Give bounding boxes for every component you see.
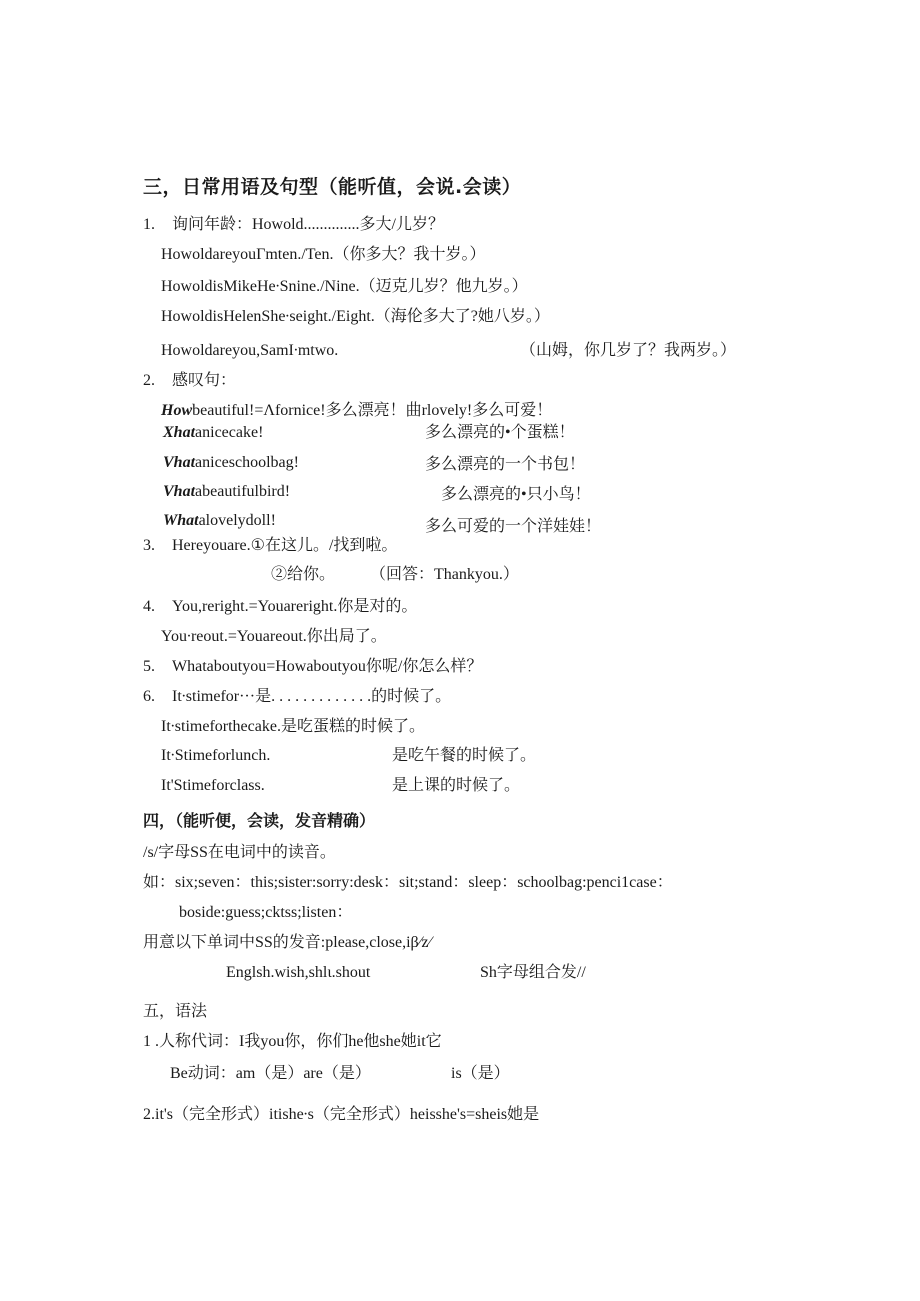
exclamation-english: aniceschoolbag!	[195, 454, 299, 471]
item3-line-2a: ②给你。	[271, 566, 336, 583]
item6-row-1-translation: 是吃午餐的时候了。	[392, 747, 537, 764]
item5-line-1: Whataboutyou=Howaboutyou你呢/你怎么样？	[172, 658, 483, 675]
exclamation-lead: Vhat	[163, 454, 196, 471]
section4-line-3: boside:guess;cktss;listen：	[179, 904, 353, 921]
item4-line-1: You,reright.=Youareright.你是对的。	[172, 598, 418, 615]
item1-line-1: HowoldareyouΓmten./Ten.（你多大？我十岁。）	[161, 246, 486, 263]
exclamation-row-4-translation: 多么可爱的一个洋娃娃！	[425, 518, 602, 535]
item6-row-2-translation: 是上课的时候了。	[392, 777, 521, 794]
section5-line-1: 1 .人称代词：I我you你，你们he他she她it它	[143, 1033, 442, 1050]
exclamation-row-4	[163, 511, 276, 531]
item6-line-2: It∙stimeforthecake.是吃蛋糕的时候了。	[161, 718, 425, 735]
item2-line-1	[161, 401, 552, 421]
exclamation-english: alovelydoll!	[198, 512, 276, 529]
item6-number: 6.	[143, 688, 155, 705]
exclamation-row-3-translation: 多么漂亮的•只小鸟！	[441, 486, 591, 503]
section4-line-2: 如：six;seven：this;sister:sorry:desk：sit;stand：sleep：schoolbag:penci1case：	[143, 874, 673, 891]
item3-line-2b: （回答：Thankyou.）	[370, 566, 519, 583]
item1-line-3: HowoldisHelenShe∙seight./Eight.（海伦多大了?她八岁。）	[161, 308, 550, 325]
section4-line-5a: Englsh.wish,shlι.shout	[226, 964, 371, 981]
exclamation-row-2-translation: 多么漂亮的一个书包！	[425, 456, 586, 473]
item6-row-1: It∙Stimeforlunch.	[161, 747, 271, 764]
section5-heading: 五，语法	[143, 1003, 208, 1020]
section3-heading: 三，日常用语及句型（能听值，会说.会读）	[143, 176, 522, 198]
exclamation-lead: Vhat	[163, 483, 196, 500]
item4-line-2: You∙reout.=Youareout.你出局了。	[161, 628, 387, 645]
item1-title: 询问年龄：Howold..............多大/儿岁？	[172, 216, 445, 233]
exclamation-english: anicecake!	[195, 424, 264, 441]
item2-line-1-rest: beautiful!=Λfornice!多么漂亮！曲rlovely!多么可爱！	[192, 402, 553, 419]
item1-line-4: Howoldareyou,SamI∙mtwo.	[161, 342, 339, 359]
exclamation-row-1-translation: 多么漂亮的•个蛋糕！	[425, 424, 575, 441]
section5-line-2b: is（是）	[451, 1065, 510, 1082]
item4-number: 4.	[143, 598, 155, 615]
section4-heading: 四，（能听便，会读，发音精确）	[143, 811, 376, 830]
item1-line-2: HowoldisMikeHe∙Snine./Nine.（迈克儿岁？他九岁。）	[161, 278, 528, 295]
item2-title: 感叹句：	[172, 372, 237, 389]
exclamation-row-1	[163, 423, 263, 443]
item5-number: 5.	[143, 658, 155, 675]
section4-line-4: 用意以下单词中SS的发音:please,close,iβ∕z∕	[143, 934, 432, 951]
item3-number: 3.	[143, 537, 155, 554]
exclamation-row-2	[163, 453, 299, 473]
section5-line-2a: Be动词：am（是）are（是）	[170, 1065, 371, 1082]
exclamation-lead: What	[163, 512, 199, 529]
item6-row-2: It'Stimeforclass.	[161, 777, 265, 794]
exclamation-lead: Xhat	[163, 424, 196, 441]
item2-number: 2.	[143, 372, 155, 389]
item6-line-1: It∙stimefor···是. . . . . . . . . . . . .的时候了。	[172, 688, 452, 705]
section5-line-3: 2.it's（完全形式）itishe∙s（完全形式）heisshe's=sheis她是	[143, 1106, 540, 1123]
item3-line-1: Hereyouare.①在这儿。/找到啦。	[172, 537, 398, 554]
exclamation-row-3	[163, 482, 290, 502]
item1-line-4-translation: （山姆，你几岁了？我两岁。）	[520, 342, 737, 359]
section4-line-1: /s/字母SS在电词中的读音。	[143, 844, 336, 861]
section4-line-5b: Sh字母组合发//	[480, 964, 586, 981]
item2-line-1-prefix: How	[161, 402, 193, 419]
exclamation-english: abeautifulbird!	[195, 483, 291, 500]
item1-number: 1.	[143, 216, 155, 233]
